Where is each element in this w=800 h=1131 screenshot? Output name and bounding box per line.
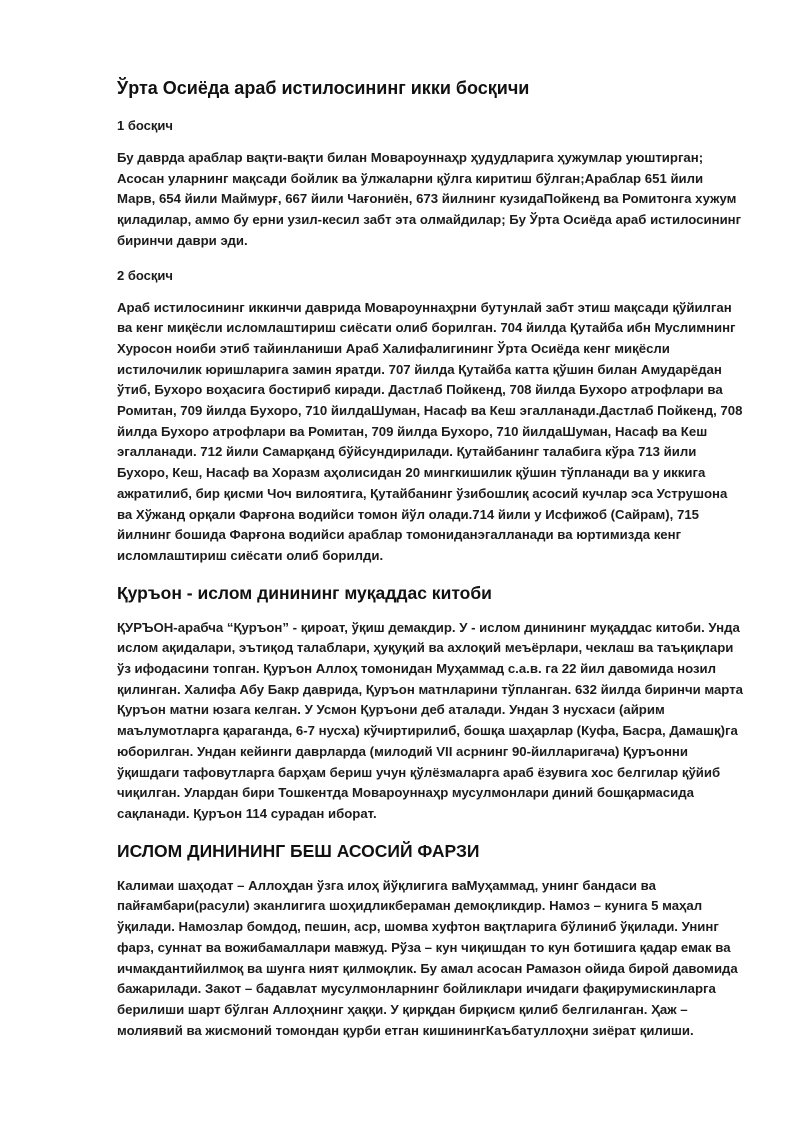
stage-1-paragraph: Бу даврда араблар вақти-вақти билан Мовароуннаҳр ҳудудларига ҳужумлар уюштирган; Асосан уларнинг мақсади бойлик ва ўлжаларни қўлга киритиш бўлган;Араблар 651 йили Марв, 654 йили Маймурғ, 667 йили Чағониён, 673 йилнинг кузидаПойкенд ва Ромитонга хужум қиладилар, аммо бу ерни узил-кесил забт эта олмайдилар; Бу Ўрта Осиёда араб истилосининг биринчи даври эди. [117, 150, 742, 248]
stage-2-paragraph: Араб истилосининг иккинчи даврида Мовароуннаҳрни бутунлай забт этиш мақсади қўйилган ва кенг миқёсли исломлаштириш сиёсати олиб борилган. 704 йилда Қутайба ибн Муслимнинг Хуросон ноиби этиб тайинланиши Араб Халифалигининг Ўрта Осиёда кенг миқёсли истилочилик юришларига замин яратди. 707 йилда Қутайба катта қўшин билан Амударёдан ўтиб, Бухоро воҳасига бостириб киради. Дастлаб Пойкенд, 708 йилда Бухоро атрофлари ва Ромитан, 709 йилда Бухоро, 710 йилдаШуман, Насаф ва Кеш эгалланади.Дастлаб Пойкенд, 708 йилда Бухоро атрофлари ва Ромитан, 709 йилда Бухоро, 710 йилдаШуман, Насаф ва Кеш эгалланади. 712 йили Самарқанд бўйсундирилади. Қутайбанинг талабига кўра 713 йили Бухоро, Кеш, Насаф ва Хоразм аҳолисидан 20 мингкишилик қўшин тўпланади ва у иккига ажратилиб, бир қисми Чоч вилоятига, Қутайбанинг ўзибошлиқ асосий кучлар эса Уструшона ва Хўжанд орқали Фарғона водийси томон йўл олади.714 йили у Исфижоб (Сайрам), 715 йилнинг бошида Фарғона водийси араблар томониданэгалланади ва юртимизда кенг исломлаштириш сиёсати олиб борилди. [117, 299, 743, 563]
quran-paragraph: ҚУРЪОН-арабча “Қуръон” - қироат, ўқиш демакдир. У - ислом динининг муқаддас китоби. Унда ислом ақидалари, эътиқод талаблари, ҳуқуқий ва ахлоқий меъёрлари, чеклаш ва таъқиқлари ўз ифодасини топган. Қуръон Аллоҳ томонидан Муҳаммад с.а.в. га 22 йил давомида нозил қилинган. Халифа Абу Бакр даврида, Қуръон матнларини тўпланган. 632 йилда биринчи марта Қуръон матни юзага келган. У Усмон Қуръони деб аталади. Ундан 3 нусхаси (айрим маълумотларга қараганда, 6-7 нусха) кўчиртирилиб, бошқа шаҳарлар (Куфа, Басра, Дамашқ)га юборилган. Ундан кейинги даврларда (милодий VII асрнинг 90-йилларигача) Қуръонни ўқишдаги тафовутларга барҳам бериш учун қўлёзмаларга араб ёзувига хос белгилар қўйиб чиқилган. Улардан бири Тошкентда Мовароуннаҳр мусулмонлари диний бошқармасида сақланади. Қуръон 114 сурадан иборат. [117, 619, 743, 821]
stage-1-label: 1 босқич [117, 118, 173, 133]
section-title-quran: Қуръон - ислом динининг муқаддас китоби [117, 582, 492, 603]
section-title-arab-conquest: Ўрта Осиёда араб истилосининг икки босқичи [117, 78, 530, 98]
stage-2-label: 2 босқич [117, 267, 173, 283]
section-title-five-pillars: ИСЛОМ ДИНИНИНГ БЕШ АСОСИЙ ФАРЗИ [117, 840, 480, 861]
five-pillars-paragraph: Калимаи шаҳодат – Аллоҳдан ўзга илоҳ йўқлигига ваМуҳаммад, унинг бандаси ва пайғамбари(расули) эканлигига шоҳидликбераман демоқликдир. Намоз – кунига 5 маҳал ўқилади. Намозлар бомдод, пешин, аср, шомва хуфтон вақтларига бўлиниб ўқилади. Унинг фарз, суннат ва вожибамаллари мавжуд. Рўза – кун чиқишдан то кун ботишига қадар емак ва ичмакдантийилмоқ ва шунга ният қилмоқлик. Бу амал асосан Рамазон ойида бирой давомида бажарилади. Закот – бадавлат мусулмонларнинг бойликлари ичидаги фақирумискинларга берилиши шарт бўлган Аллоҳнинг ҳаққи. У қирқдан бирқисм қилиб белгиланган. Ҳаж – молиявий ва жисмоний томондан қурби етган кишинингКаъбатуллоҳни зиёрат қилиши. [117, 877, 738, 1038]
